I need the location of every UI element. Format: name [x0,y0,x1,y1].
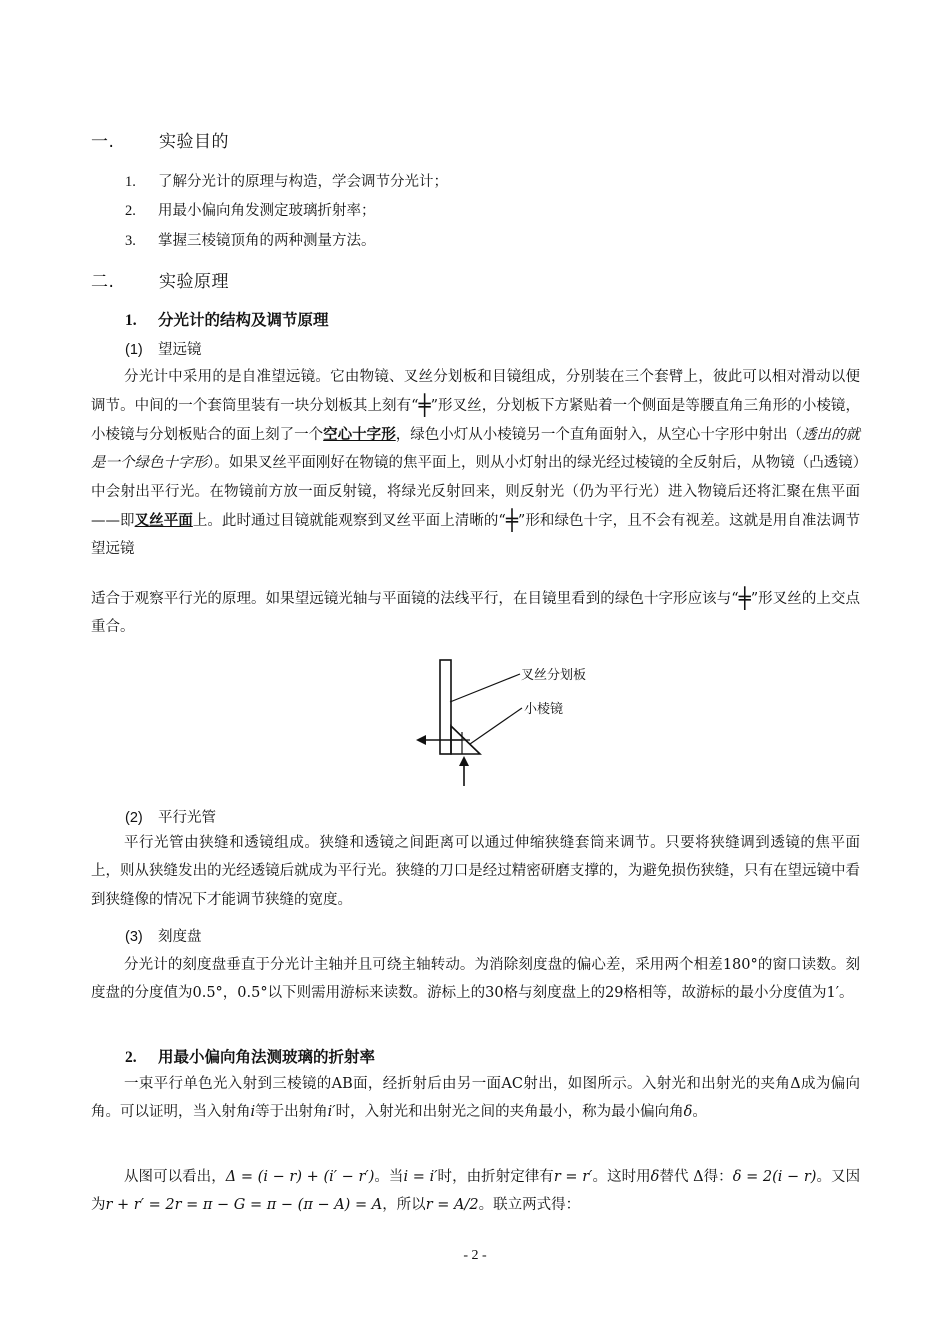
section-heading-principle [91,267,229,292]
part-heading-telescope [125,338,202,359]
part-title: 刻度盘 [158,929,202,945]
label-prism: 小棱镜 [524,702,564,717]
item-number: 1. [125,174,136,190]
min-deviation-paragraph: 一束平行单色光入射到三棱镜的AB面，经折射后由另一面AC射出，如图所示。入射光和出射光的夹角Δ成为偏向角。可以证明，当入射角i等于出射角i′时，入射光和出射光之间的夹角最小，称为最小偏向角δ。 [91,1076,860,1121]
dial-paragraph: 分光计的刻度盘垂直于分光计主轴并且可绕主轴转动。为消除刻度盘的偏心差，采用两个相差180°的窗口读数。刻度盘的分度值为0.5°，0.5°以下则需用游标来读数。游标上的30格与刻度盘上的29格相等，故游标的最小分度值为1′。 [91,957,860,1002]
label-reticle: 叉丝分划板 [521,668,587,683]
subsection-number: 1. [125,312,137,329]
objective-item [125,199,376,220]
objective-item [125,229,376,250]
crosshair-symbol: ╪ [418,393,431,418]
subsection-heading-structure [125,308,329,330]
equation: δ = 2(i − r) [732,1169,817,1185]
part-heading-collimator [125,806,216,827]
telescope-paragraph: 分光计中采用的是自准望远镜。它由物镜、叉丝分划板和目镜组成，分别装在三个套臂上，彼此可以相对滑动以便调节。中间的一个套筒里装有一块分划板其上刻有“╪”形叉丝，分划板下方紧贴着一个侧面是等腰直角三角形的小棱镜，小棱镜与分划板贴合的面上刻了一个空心十字形，绿色小灯从小棱镜另一个直角面射入，从空心十字形中射出（透出的就是一个绿色十字形）。如果叉丝平面刚好在物镜的焦平面上，则从小灯射出的绿光经过棱镜的全反射后，从物镜（凸透镜）中会射出平行光。在物镜前方放一面反射镜，将绿光反射回来，则反射光（仍为平行光）进入物镜后还将汇聚在焦平面——即叉丝平面上。此时通过目镜就能观察到叉丝平面上清晰的“╪”形和绿色十字，且不会有视差。这就是用自准法调节望远镜 [91,369,861,558]
collimator-paragraph: 平行光管由狭缝和透镜组成。狭缝和透镜之间距离可以通过伸缩狭缝套筒来调节。只要将狭缝调到透镜的焦平面上，则从狭缝发出的光经透镜后就成为平行光。狭缝的刀口是经过精密研磨支撑的，为避免损伤狭缝，只有在望远镜中看到狭缝像的情况下才能调节狭缝的宽度。 [91,835,860,908]
leader-line [450,674,520,702]
equation: r = r′ [553,1169,593,1185]
objective-item [125,170,448,191]
subsection-title: 用最小偏向角法测玻璃的折射率 [158,1048,376,1066]
part-number: (2) [125,810,143,826]
equation: i = i′ [403,1169,438,1185]
leader-line [470,708,522,744]
derivation-paragraph: 从图可以看出，Δ = (i − r) + (i′ − r′)。当i = i′时，由折射定律有r = r′。这时用δ替代 Δ得：δ = 2(i − r)。又因为r + r′ = 2r = π − G = π − (π − A) = A，所以r = A/2。联立两式得： [91,1169,861,1214]
equation: r = A/2 [425,1197,479,1214]
subsection-title: 分光计的结构及调节原理 [158,311,329,329]
section-number: 一. [91,132,115,152]
part-heading-dial [125,925,202,946]
telescope-paragraph-cont: 适合于观察平行光的原理。如果望远镜光轴与平面镜的法线平行，在目镜里看到的绿色十字形应该与“╪”形叉丝的上交点重合。 [91,586,860,636]
section-title: 实验原理 [159,272,229,292]
reticle-plane-term: 叉丝平面 [134,512,193,530]
crosshair-symbol: ╪ [738,586,751,610]
section-heading-objectives [91,127,229,152]
crosshair-symbol: ╪ [505,508,518,533]
section-title: 实验目的 [159,132,229,152]
reticle-prism-figure [400,652,630,792]
hollow-cross-term: 空心十字形 [323,425,396,443]
section-number: 二. [91,272,115,292]
item-number: 3. [125,233,136,249]
equation: r + r′ = 2r = π − G = π − (π − A) = A [105,1197,383,1214]
subsection-number: 2. [125,1049,137,1066]
page-number: - 2 - [463,1248,487,1263]
item-text: 了解分光计的原理与构造，学会调节分光计； [158,174,448,190]
item-text: 掌握三棱镜顶角的两种测量方法。 [158,233,376,249]
subsection-heading-min-deviation [125,1045,375,1067]
part-number: (3) [125,929,143,945]
equation: Δ = (i − r) + (i′ − r′) [225,1169,375,1185]
part-title: 望远镜 [158,342,202,358]
part-number: (1) [125,342,143,358]
item-text: 用最小偏向角发测定玻璃折射率； [158,203,376,219]
item-number: 2. [125,203,136,219]
part-title: 平行光管 [158,810,216,826]
